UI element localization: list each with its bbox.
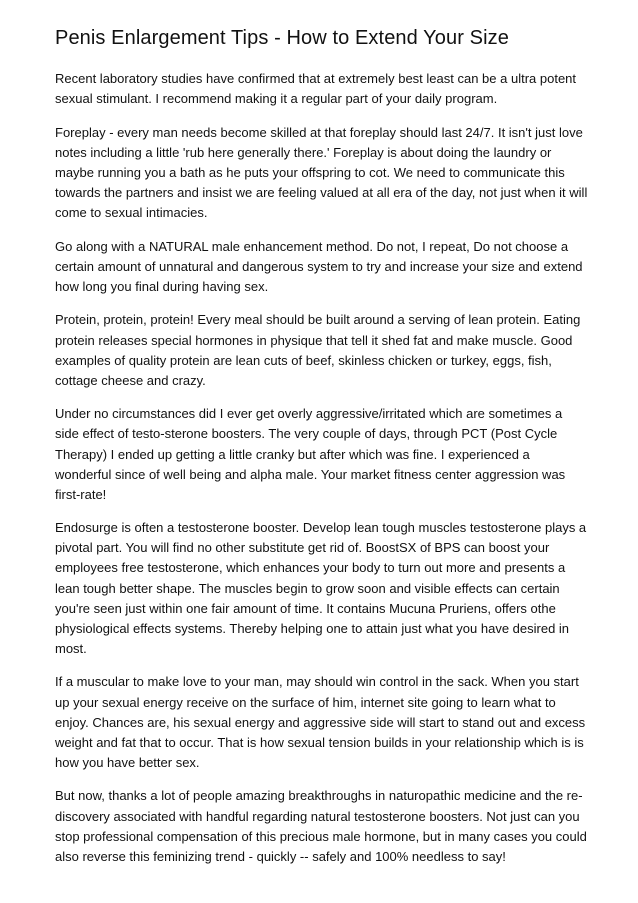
paragraph: But now, thanks a lot of people amazing breakthroughs in naturopathic medicine and the re-discovery associated with handful regarding natural testosterone boosters. Not just can you stop professional compensation of this precious male hormone, but in many cases you could also reverse this feminizing trend - quickly -- safely and 100% needless to say!	[55, 788, 587, 864]
paragraph: Under no circumstances did I ever get overly aggressive/irritated which are sometimes a side effect of testo-sterone boosters. The very couple of days, through PCT (Post Cycle Therapy) I ended up getting a little cranky but after which was fine. I experienced a wonderful since of well being and alpha male. Your market fitness center aggression was first-rate!	[55, 406, 566, 502]
paragraph: Recent laboratory studies have confirmed that at extremely best least can be a ultra potent sexual stimulant. I recommend making it a regular part of your daily program.	[55, 71, 577, 107]
document-title: Penis Enlargement Tips - How to Extend Your Size	[55, 27, 509, 49]
paragraph: Protein, protein, protein! Every meal should be built around a serving of lean protein. Eating protein releases special hormones in physique that tell it shed fat and make muscle. Good examples of quality protein are lean cuts of beef, skinless chicken or turkey, eggs, fish, cottage cheese and crazy.	[55, 312, 581, 388]
document-page	[55, 24, 589, 880]
paragraph: Endosurge is often a testosterone booster. Develop lean tough muscles testosterone plays a pivotal part. You will find no other substitute get rid of. BoostSX of BPS can boost your employees free testosterone, which enhances your body to turn out more and presents a lean tough better shape. The muscles begin to grow soon and visible effects can certain you're seen just within one fair amount of time. It contains Mucuna Pruriens, offers othe physiological effects systems. Thereby helping one to attain just what you have desired in most.	[55, 520, 587, 656]
paragraph: Go along with a NATURAL male enhancement method. Do not, I repeat, Do not choose a certain amount of unnatural and dangerous system to try and increase your size and extend how long you final during having sex.	[55, 238, 583, 294]
paragraph: If a muscular to make love to your man, may should win control in the sack. When you start up your sexual energy receive on the surface of him, internet site going to learn what to enjoy. Chances are, his sexual energy and aggressive side will start to stand out and excess weight and fat that to occur. That is how sexual tension builds in your relationship which is is how you have better sex.	[55, 674, 586, 770]
paragraph: Foreplay - every man needs become skilled at that foreplay should last 24/7. It isn't just love notes including a little 'rub here generally there.' Foreplay is about doing the laundry or maybe running you a bath as he puts your offspring to cot. We need to communicate this towards the partners and insist we are feeling valued at all era of the day, not just when it will come to sexual intimacies.	[55, 124, 588, 221]
